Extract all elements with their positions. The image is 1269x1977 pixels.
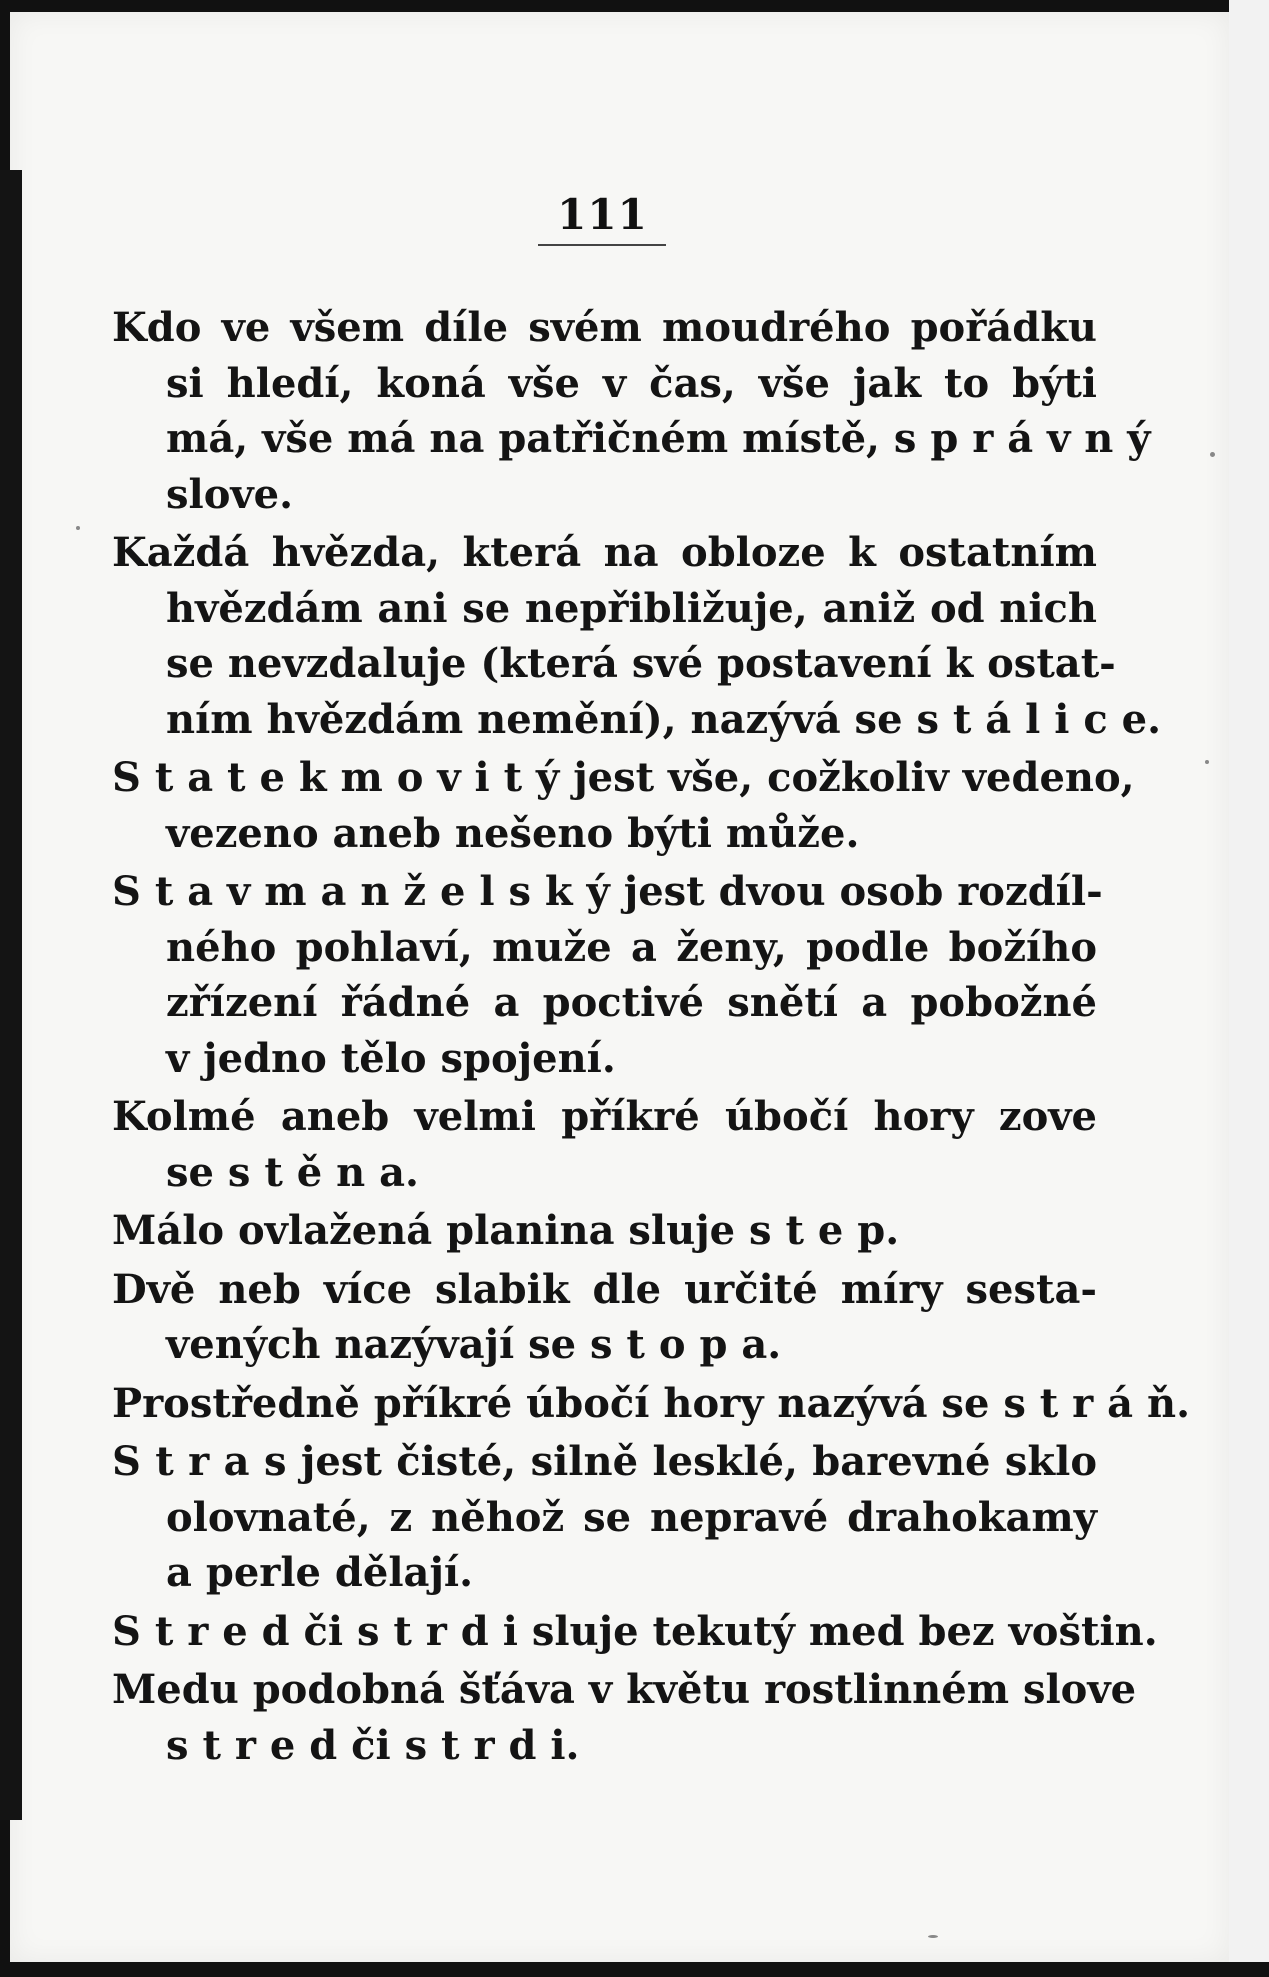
- entry-continuation-line: v jedno tělo spojení.: [166, 1034, 616, 1082]
- entry-first-line: Každá hvězda, která na obloze k ostatním: [112, 529, 1097, 576]
- entry-continuation-line: vených nazývají se s t o p a.: [166, 1321, 782, 1368]
- right-margin-strip: [1229, 0, 1269, 1977]
- entry: [112, 1376, 1191, 1432]
- entry: [112, 750, 1135, 861]
- entry: [112, 864, 1103, 1086]
- entry: [112, 1089, 1097, 1200]
- entry: [112, 1604, 1158, 1660]
- entry-continuation-line: olovnaté, z něhož se nepravé drahokamy: [166, 1493, 1097, 1541]
- entry: [112, 1203, 1097, 1259]
- paper-speck: [928, 1935, 938, 1938]
- entry-first-line: S t r a s jest čisté, silně lesklé, barevné sklo: [112, 1438, 1097, 1485]
- entry-first-line: S t a t e k m o v i t ý jest vše, cožkoliv vedeno,: [112, 754, 1135, 801]
- entry-first-line: Prostředně příkré úbočí hory nazývá se s t r á ň.: [112, 1379, 1191, 1427]
- binding-edge: [0, 170, 22, 1820]
- entry-first-line: Kolmé aneb velmi příkré úbočí hory zove: [112, 1093, 1097, 1140]
- entry-first-line: S t a v m a n ž e l s k ý jest dvou osob rozdíl-: [112, 868, 1103, 915]
- entry: [112, 1662, 1137, 1773]
- entry-continuation-line: hvězdám ani se nepřibližuje, aniž od nich: [166, 584, 1097, 632]
- entry-continuation-line: zřízení řádné a poctivé snětí a pobožné: [166, 979, 1097, 1026]
- entry-continuation-line: se s t ě n a.: [166, 1148, 419, 1196]
- entry-continuation-line: ného pohlaví, muže a ženy, podle božího: [166, 923, 1097, 971]
- entry: [112, 525, 1162, 747]
- paper-speck: [1205, 760, 1209, 764]
- entry: [112, 1262, 1097, 1373]
- entry: [112, 1434, 1097, 1601]
- page-number: 111: [557, 190, 648, 239]
- entry-continuation-line: a perle dělají.: [166, 1549, 474, 1596]
- paper-speck: [1210, 452, 1215, 457]
- entry-first-line: S t r e d či s t r d i sluje tekutý med bez voštin.: [112, 1607, 1158, 1655]
- entry-continuation-line: vezeno aneb nešeno býti může.: [166, 809, 860, 857]
- entry-continuation-line: slove.: [166, 470, 294, 518]
- entry-continuation-line: ním hvězdám nemění), nazývá se s t á l i c e.: [166, 695, 1162, 743]
- entry-continuation-line: se nevzdaluje (která své postavení k ostat-: [166, 640, 1116, 687]
- entry-first-line: Medu podobná šťáva v květu rostlinném slove: [112, 1666, 1137, 1713]
- entry-first-line: Málo ovlažená planina sluje s t e p.: [112, 1207, 900, 1254]
- entry-continuation-line: s t r e d či s t r d i.: [166, 1721, 580, 1769]
- entry-first-line: Kdo ve všem díle svém moudrého pořádku: [112, 304, 1097, 351]
- entry-first-line: Dvě neb více slabik dle určité míry sesta-: [112, 1265, 1097, 1313]
- page-number-rule: [538, 244, 666, 246]
- paper-speck: [76, 526, 80, 530]
- dictionary-text: [112, 300, 1191, 1773]
- entry-continuation-line: si hledí, koná vše v čas, vše jak to býti: [166, 359, 1097, 407]
- bottom-edge: [0, 1962, 1269, 1977]
- entry: [112, 300, 1151, 522]
- entry-continuation-line: má, vše má na patřičném místě, s p r á v n ý: [166, 415, 1151, 462]
